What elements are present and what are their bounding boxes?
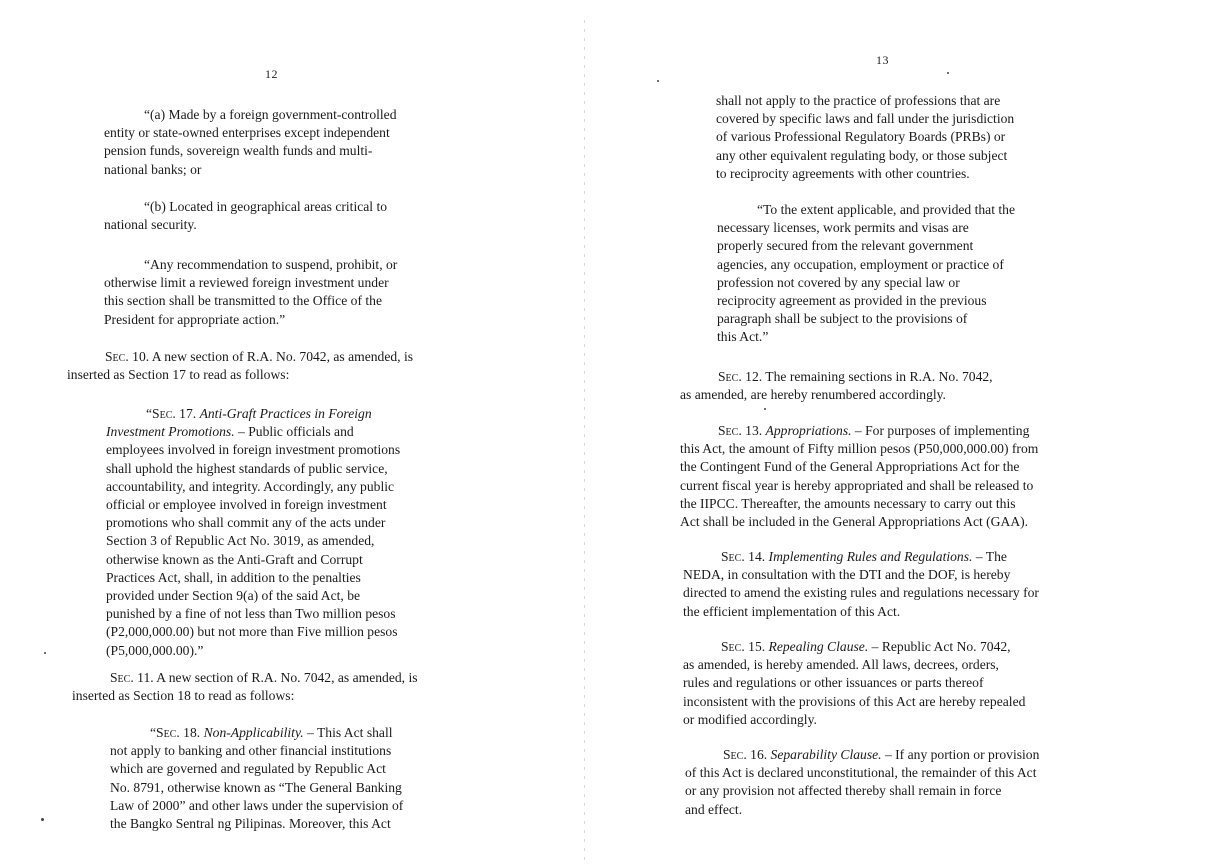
text-line: necessary licenses, work permits and visas are <box>717 220 969 236</box>
text-line: this Act, the amount of Fifty million pesos (P50,000,000.00) from <box>680 441 1039 457</box>
text-line: President for appropriate action.” <box>104 311 286 327</box>
section-text: – Public officials and <box>234 424 354 440</box>
section-title: Implementing Rules and Regulations. <box>768 549 973 564</box>
section-label: Sec. <box>105 349 129 364</box>
scan-speck <box>764 408 766 410</box>
text-line: properly secured from the relevant government <box>717 238 974 254</box>
section-label: Sec. <box>718 369 742 384</box>
section-text: – This Act shall <box>303 725 393 740</box>
text-line: to reciprocity agreements with other countries. <box>716 165 970 181</box>
section-title: Separability Clause. <box>770 747 882 762</box>
section-title: Non-Applicability. <box>203 725 304 740</box>
scan-speck <box>41 818 44 821</box>
text-line: or modified accordingly. <box>683 711 817 727</box>
text-line <box>685 746 1105 764</box>
section-18 <box>110 724 448 833</box>
section-title: Appropriations. <box>765 423 852 438</box>
section-number: 13. <box>741 423 766 438</box>
section-text: 12. The remaining sections in R.A. No. 7042, <box>741 369 993 384</box>
section-number: 14. <box>744 549 769 564</box>
text-line: entity or state-owned enterprises except independent <box>104 125 390 141</box>
section-number: 16. <box>746 747 771 762</box>
text-line: (P2,000,000.00) but not more than Five million pesos <box>106 624 398 640</box>
text-line: Section 3 of Republic Act No. 3019, as amended, <box>106 533 375 549</box>
section-label: Sec. <box>110 670 134 685</box>
text-line: “Any recommendation to suspend, prohibit, or <box>144 257 398 272</box>
text-line: this Act.” <box>717 329 769 345</box>
text-line: national security. <box>104 217 197 233</box>
text-line: not apply to banking and other financial institutions <box>110 743 392 759</box>
text-line: covered by specific laws and fall under the jurisdiction <box>716 111 1015 127</box>
section-text: 11. A new section of R.A. No. 7042, as amended, is <box>133 670 418 685</box>
page-number: 12 <box>265 67 278 81</box>
section-text: 10. A new section of R.A. No. 7042, as amended, is <box>128 349 414 364</box>
left-page <box>0 0 600 867</box>
section-17 <box>106 405 444 660</box>
text-line: of this Act is declared unconstitutional, the remainder of this Act <box>685 765 1037 781</box>
text-line: shall uphold the highest standards of public service, <box>106 460 388 476</box>
text-line: NEDA, in consultation with the DTI and the DOF, is hereby <box>683 567 1011 583</box>
section-14 <box>683 548 1103 621</box>
section-title: Repealing Clause. <box>768 639 869 654</box>
text-line: employees involved in foreign investment promotions <box>106 442 401 458</box>
paragraph-b <box>104 198 442 234</box>
text-line: as amended, is hereby amended. All laws, decrees, orders, <box>683 657 999 673</box>
text-line <box>680 368 1100 386</box>
paragraph-a <box>104 106 442 179</box>
text-line: official or employee involved in foreign investment <box>106 497 387 513</box>
text-line <box>110 724 448 742</box>
text-line: otherwise known as the Anti-Graft and Corrupt <box>106 551 363 567</box>
text-line: the Bangko Sentral ng Pilipinas. Moreover, this Act <box>110 816 391 832</box>
text-line <box>683 638 1103 656</box>
paragraph-recommendation <box>104 256 442 329</box>
text-line: paragraph shall be subject to the provisions of <box>717 311 968 327</box>
text-line: No. 8791, otherwise known as “The General Banking <box>110 779 402 795</box>
text-line <box>680 422 1100 440</box>
text-line: Act shall be included in the General Appropriations Act (GAA). <box>680 514 1029 530</box>
section-text: – The <box>972 549 1007 564</box>
text-line: accountability, and integrity. Accordingly, any public <box>106 478 395 494</box>
text-line <box>72 669 487 687</box>
text-line: current fiscal year is hereby appropriated and shall be released to <box>680 477 1034 493</box>
text-line: this section shall be transmitted to the Office of the <box>104 293 382 309</box>
text-line: inserted as Section 17 to read as follows: <box>67 367 290 383</box>
text-line: profession not covered by any special law or <box>717 274 960 290</box>
text-line: otherwise limit a reviewed foreign investment under <box>104 275 389 291</box>
text-line: of various Professional Regulatory Boards (PRBs) or <box>716 129 1006 145</box>
text-line: directed to amend the existing rules and regulations necessary for <box>683 585 1039 601</box>
section-text: – For purposes of implementing <box>851 423 1030 438</box>
section-10 <box>67 348 482 384</box>
text-line: “(b) Located in geographical areas critical to <box>144 199 388 214</box>
section-number: 17. <box>175 406 200 421</box>
text-line: and effect. <box>685 801 743 817</box>
text-line: Practices Act, shall, in addition to the penalties <box>106 569 361 585</box>
section-label: Sec. <box>721 639 745 654</box>
text-line: punished by a fine of not less than Two million pesos <box>106 606 396 622</box>
text-line: shall not apply to the practice of professions that are <box>716 93 1001 108</box>
section-12 <box>680 368 1100 404</box>
text-line <box>683 548 1103 566</box>
text-line: as amended, are hereby renumbered accordingly. <box>680 387 946 403</box>
section-number: 18. <box>179 725 204 740</box>
scan-speck <box>657 80 659 82</box>
section-label: “Sec. <box>150 725 180 740</box>
section-title: Investment Promotions. <box>106 424 235 440</box>
scan-speck <box>44 652 46 654</box>
section-label: “Sec. <box>146 406 176 421</box>
section-label: Sec. <box>723 747 747 762</box>
text-line: the efficient implementation of this Act. <box>683 603 901 619</box>
right-page <box>610 0 1231 867</box>
text-line: or any provision not affected thereby shall remain in force <box>685 783 1002 799</box>
text-line: “(a) Made by a foreign government-controlled <box>144 107 397 122</box>
text-line: the IIPCC. Thereafter, the amounts necessary to carry out this <box>680 495 1016 511</box>
text-line: which are governed and regulated by Republic Act <box>110 761 386 777</box>
section-11 <box>72 669 487 705</box>
section-13 <box>680 422 1100 531</box>
section-title: Anti-Graft Practices in Foreign <box>199 406 372 421</box>
text-line: national banks; or <box>104 161 202 177</box>
text-line: “To the extent applicable, and provided that the <box>757 202 1015 217</box>
text-line: pension funds, sovereign wealth funds and multi- <box>104 143 373 159</box>
section-15 <box>683 638 1103 729</box>
text-line: (P5,000,000.00).” <box>106 642 204 658</box>
text-line: Law of 2000” and other laws under the supervision of <box>110 797 404 813</box>
section-text: – If any portion or provision <box>881 747 1040 762</box>
paragraph-continued <box>716 92 1060 183</box>
scan-speck <box>947 72 949 74</box>
text-line: rules and regulations or other issuances or parts thereof <box>683 675 984 691</box>
section-label: Sec. <box>721 549 745 564</box>
text-line: the Contingent Fund of the General Appropriations Act for the <box>680 459 1020 475</box>
text-line: reciprocity agreement as provided in the previous <box>717 293 987 309</box>
text-line <box>106 405 444 423</box>
section-label: Sec. <box>718 423 742 438</box>
text-line: inserted as Section 18 to read as follows: <box>72 688 295 704</box>
text-line: any other equivalent regulating body, or those subject <box>716 147 1008 163</box>
text-line <box>67 348 482 366</box>
section-number: 15. <box>744 639 769 654</box>
text-line: inconsistent with the provisions of this Act are hereby repealed <box>683 693 1026 709</box>
text-line: agencies, any occupation, employment or practice of <box>717 256 1004 272</box>
section-16 <box>685 746 1105 819</box>
page-number: 13 <box>876 53 889 67</box>
paragraph-extent <box>717 201 1061 347</box>
text-line: promotions who shall commit any of the acts under <box>106 515 386 531</box>
section-text: – Republic Act No. 7042, <box>868 639 1011 654</box>
text-line <box>106 423 444 441</box>
text-line: provided under Section 9(a) of the said Act, be <box>106 588 361 604</box>
